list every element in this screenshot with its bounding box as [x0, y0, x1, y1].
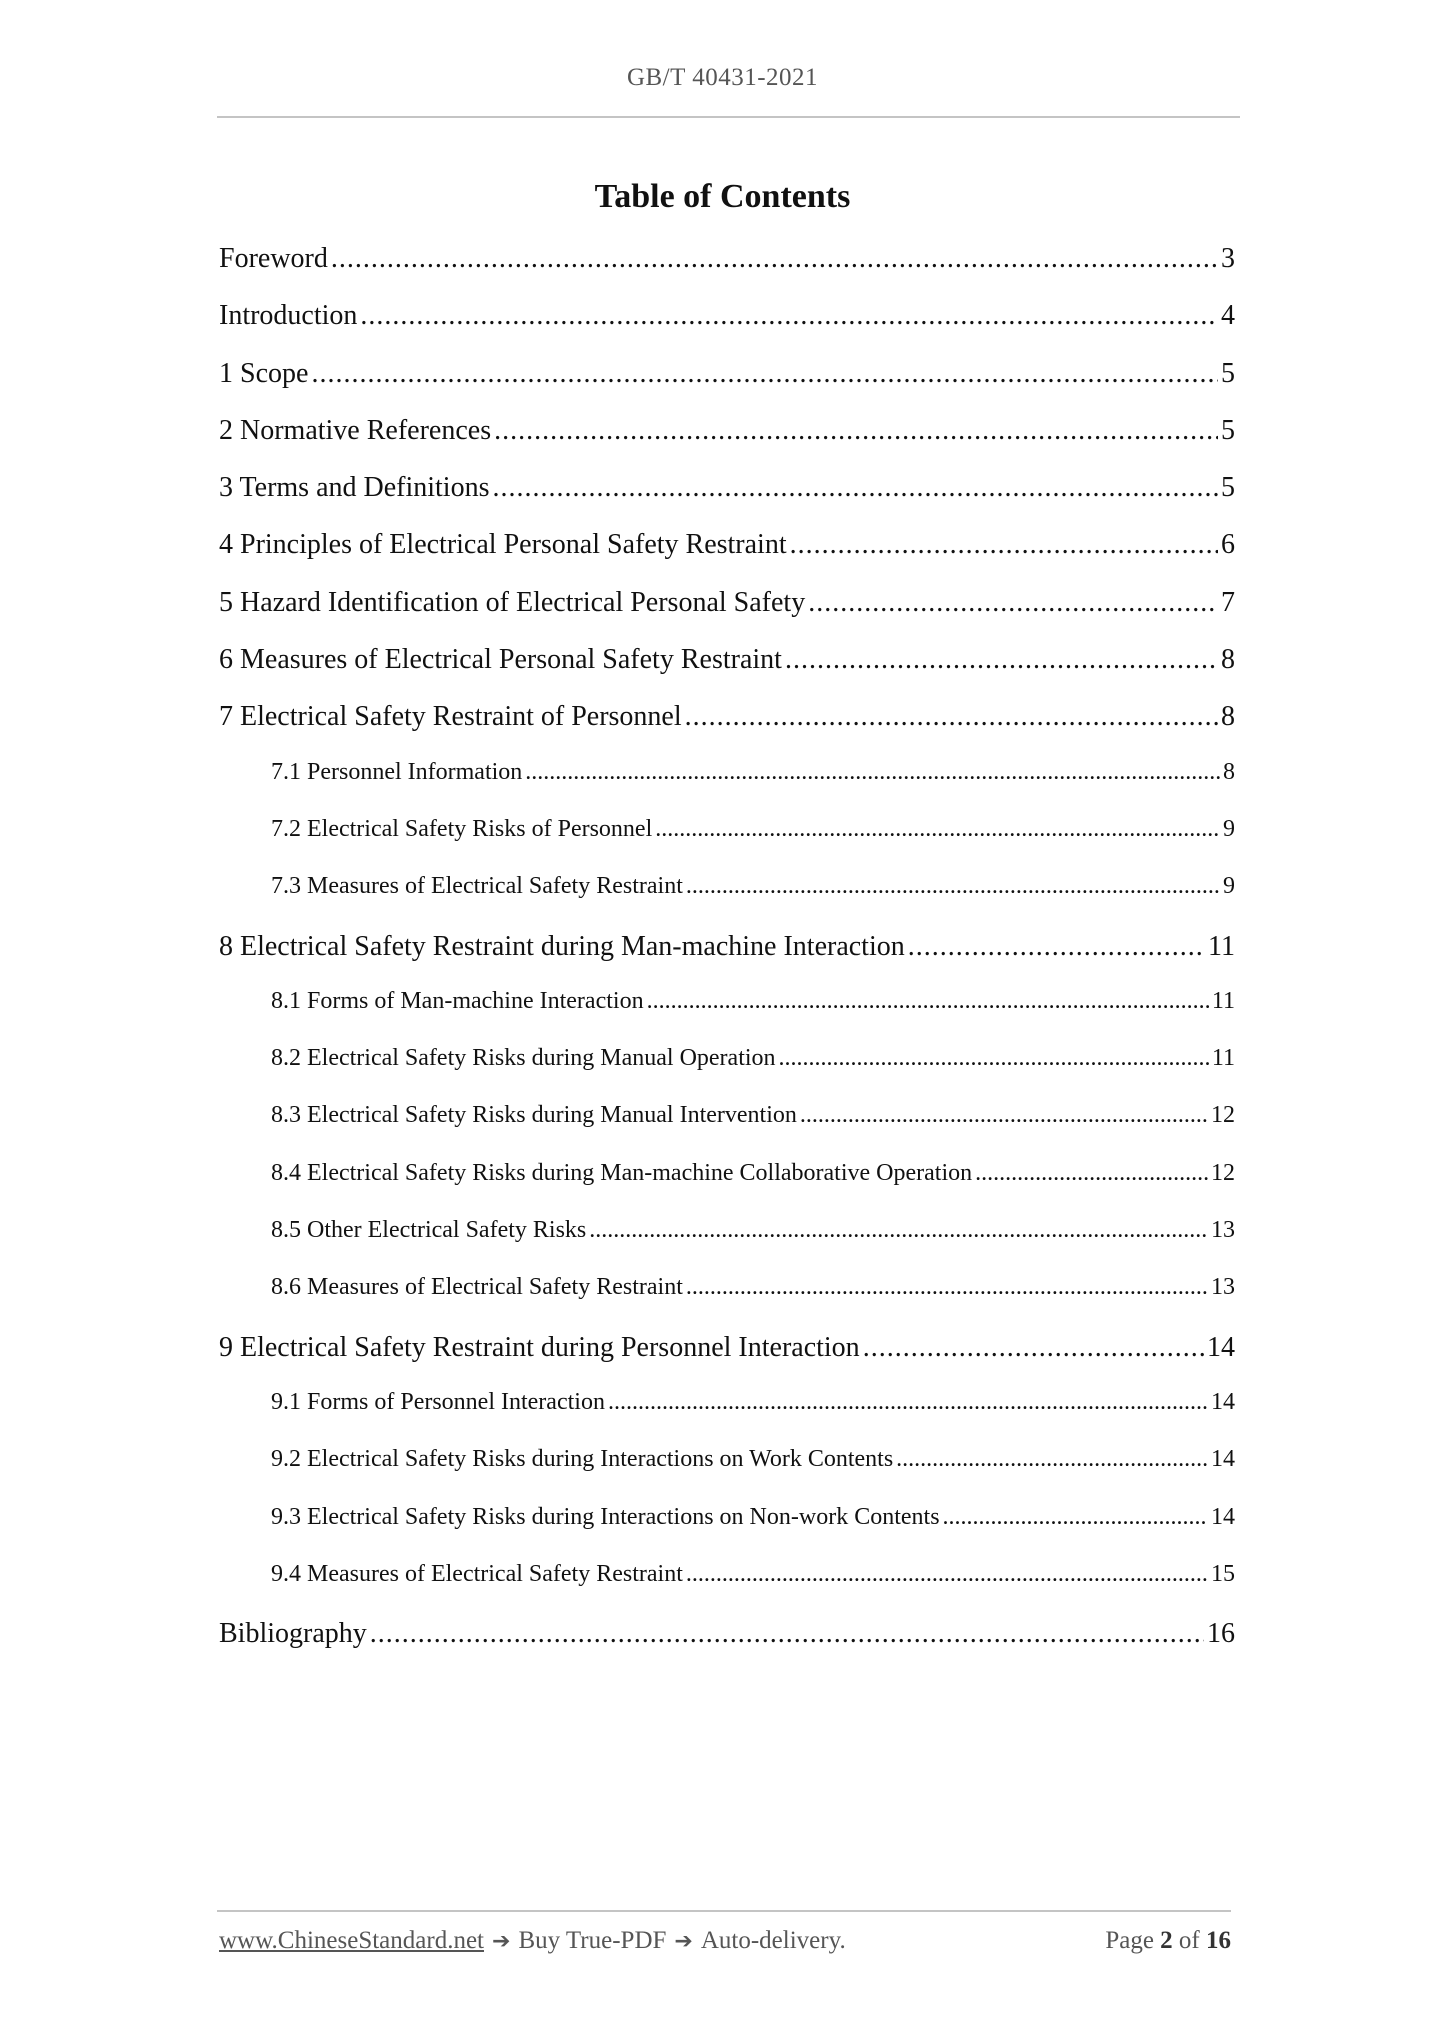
toc-subsection-entry[interactable] — [219, 1160, 1235, 1217]
toc-entry-page: 14 — [1211, 1503, 1235, 1530]
toc-entry-page: 16 — [1207, 1618, 1235, 1650]
toc-entry-page: 5 — [1221, 472, 1235, 504]
toc-entry-page: 11 — [1211, 987, 1235, 1014]
page-number — [1105, 1927, 1231, 1955]
toc-subsection-entry[interactable] — [219, 988, 1235, 1045]
toc-entry-title: 5 Hazard Identification of Electrical Personal Safety — [219, 586, 806, 618]
toc-dot-leader — [525, 759, 1220, 786]
page-footer — [219, 1927, 1231, 1955]
toc-dot-leader — [800, 1102, 1208, 1129]
toc-entry-page: 13 — [1211, 1217, 1235, 1244]
toc-subsection-entry[interactable] — [219, 1102, 1235, 1159]
toc-entry-page: 14 — [1211, 1388, 1235, 1415]
toc-dot-leader — [686, 1561, 1208, 1588]
right-arrow-icon: ➔ — [674, 1929, 693, 1954]
toc-section-entry[interactable] — [219, 1332, 1235, 1389]
toc-entry-title: 7.2 Electrical Safety Risks of Personnel — [271, 815, 653, 842]
toc-dot-leader — [492, 472, 1218, 504]
toc-entry-page: 7 — [1221, 586, 1235, 618]
toc-dot-leader — [686, 1274, 1208, 1301]
toc-dot-leader — [863, 1332, 1204, 1364]
toc-subsection-entry[interactable] — [219, 1446, 1235, 1503]
page-of-label: of — [1178, 1927, 1200, 1954]
toc-entry-page: 13 — [1211, 1274, 1235, 1301]
header-divider — [217, 116, 1240, 118]
toc-dot-leader — [908, 931, 1205, 963]
toc-dot-leader — [686, 873, 1220, 900]
page-title: Table of Contents — [594, 178, 851, 215]
toc-dot-leader — [331, 243, 1218, 275]
toc-section-entry[interactable] — [219, 587, 1235, 644]
right-arrow-icon: ➔ — [492, 1929, 511, 1954]
toc-section-entry[interactable] — [219, 1618, 1235, 1675]
footer-left — [219, 1927, 846, 1955]
page-label: Page — [1105, 1927, 1154, 1954]
toc-dot-leader — [370, 1618, 1204, 1650]
toc-entry-page: 4 — [1221, 300, 1235, 332]
toc-entry-page: 8 — [1221, 701, 1235, 733]
toc-entry-page: 5 — [1221, 414, 1235, 446]
toc-subsection-entry[interactable] — [219, 759, 1235, 816]
toc-dot-leader — [494, 415, 1218, 447]
toc-dot-leader — [589, 1217, 1208, 1244]
toc-entry-title: 7 Electrical Safety Restraint of Personnel — [219, 701, 682, 733]
toc-entry-title: 9.1 Forms of Personnel Interaction — [271, 1388, 605, 1415]
table-of-contents — [219, 243, 1235, 1675]
toc-entry-title: 3 Terms and Definitions — [219, 472, 490, 504]
auto-delivery-text: Auto-delivery. — [700, 1927, 846, 1954]
toc-entry-title: 6 Measures of Electrical Personal Safety Restraint — [219, 644, 782, 676]
toc-entry-page: 11 — [1211, 1045, 1235, 1072]
toc-section-entry[interactable] — [219, 243, 1235, 300]
toc-entry-page: 15 — [1211, 1560, 1235, 1587]
footer-divider — [217, 1910, 1231, 1912]
toc-entry-title: 8 Electrical Safety Restraint during Man-machine Interaction — [219, 930, 905, 962]
toc-dot-leader — [655, 816, 1220, 843]
toc-subsection-entry[interactable] — [219, 873, 1235, 930]
toc-section-entry[interactable] — [219, 415, 1235, 472]
toc-entry-page: 14 — [1211, 1446, 1235, 1473]
toc-entry-page: 14 — [1207, 1331, 1235, 1363]
toc-entry-page: 12 — [1211, 1102, 1235, 1129]
toc-entry-page: 3 — [1221, 243, 1235, 274]
toc-subsection-entry[interactable] — [219, 1045, 1235, 1102]
toc-section-entry[interactable] — [219, 701, 1235, 758]
toc-entry-title: Bibliography — [219, 1618, 367, 1650]
toc-entry-title: Introduction — [219, 300, 358, 332]
toc-entry-title: 8.3 Electrical Safety Risks during Manual Intervention — [271, 1102, 797, 1129]
toc-entry-title: 4 Principles of Electrical Personal Safety Restraint — [219, 529, 787, 561]
toc-entry-title: 8.6 Measures of Electrical Safety Restraint — [271, 1274, 683, 1301]
toc-section-entry[interactable] — [219, 931, 1235, 988]
toc-entry-title: 8.4 Electrical Safety Risks during Man-machine Collaborative Operation — [271, 1159, 973, 1186]
toc-entry-title: 9.2 Electrical Safety Risks during Interactions on Work Contents — [271, 1446, 894, 1473]
toc-subsection-entry[interactable] — [219, 1561, 1235, 1618]
page-current: 2 — [1160, 1927, 1173, 1954]
toc-entry-page: 9 — [1223, 873, 1235, 900]
toc-dot-leader — [896, 1446, 1208, 1473]
toc-dot-leader — [790, 529, 1218, 561]
toc-dot-leader — [779, 1045, 1209, 1072]
toc-entry-title: 8.5 Other Electrical Safety Risks — [271, 1217, 587, 1244]
toc-entry-title: 9.4 Measures of Electrical Safety Restraint — [271, 1560, 683, 1587]
toc-entry-page: 8 — [1223, 758, 1235, 785]
toc-subsection-entry[interactable] — [219, 1389, 1235, 1446]
toc-entry-page: 9 — [1223, 815, 1235, 842]
toc-section-entry[interactable] — [219, 529, 1235, 586]
toc-entry-title: 7.1 Personnel Information — [271, 758, 523, 785]
toc-entry-title: Foreword — [219, 243, 328, 274]
toc-subsection-entry[interactable] — [219, 1217, 1235, 1274]
buy-true-pdf-text: Buy True-PDF — [518, 1927, 667, 1954]
toc-entry-title: 9 Electrical Safety Restraint during Personnel Interaction — [219, 1331, 860, 1363]
toc-dot-leader — [608, 1389, 1208, 1416]
page-total: 16 — [1206, 1927, 1231, 1954]
toc-dot-leader — [647, 988, 1209, 1015]
toc-subsection-entry[interactable] — [219, 1274, 1235, 1331]
toc-entry-title: 8.1 Forms of Man-machine Interaction — [271, 987, 644, 1014]
toc-dot-leader — [685, 701, 1218, 733]
toc-entry-page: 12 — [1211, 1159, 1235, 1186]
toc-dot-leader — [311, 358, 1218, 390]
toc-entry-page: 5 — [1221, 357, 1235, 389]
toc-entry-page: 11 — [1208, 930, 1235, 962]
toc-entry-page: 8 — [1221, 644, 1235, 676]
document-id-header: GB/T 40431-2021 — [626, 64, 819, 91]
toc-entry-title: 1 Scope — [219, 357, 309, 389]
toc-entry-title: 2 Normative References — [219, 414, 492, 446]
toc-dot-leader — [785, 644, 1218, 676]
toc-dot-leader — [943, 1504, 1208, 1531]
toc-section-entry[interactable] — [219, 644, 1235, 701]
toc-subsection-entry[interactable] — [219, 1504, 1235, 1561]
toc-entry-title: 8.2 Electrical Safety Risks during Manual Operation — [271, 1045, 776, 1072]
toc-dot-leader — [808, 587, 1218, 619]
toc-section-entry[interactable] — [219, 472, 1235, 529]
toc-section-entry[interactable] — [219, 358, 1235, 415]
toc-entry-title: 9.3 Electrical Safety Risks during Interactions on Non-work Contents — [271, 1503, 940, 1530]
toc-entry-title: 7.3 Measures of Electrical Safety Restraint — [271, 873, 683, 900]
toc-dot-leader — [360, 300, 1218, 332]
toc-entry-page: 6 — [1221, 529, 1235, 561]
toc-subsection-entry[interactable] — [219, 816, 1235, 873]
toc-dot-leader — [975, 1160, 1208, 1187]
website-link[interactable]: www.ChineseStandard.net — [219, 1927, 484, 1954]
toc-section-entry[interactable] — [219, 300, 1235, 357]
